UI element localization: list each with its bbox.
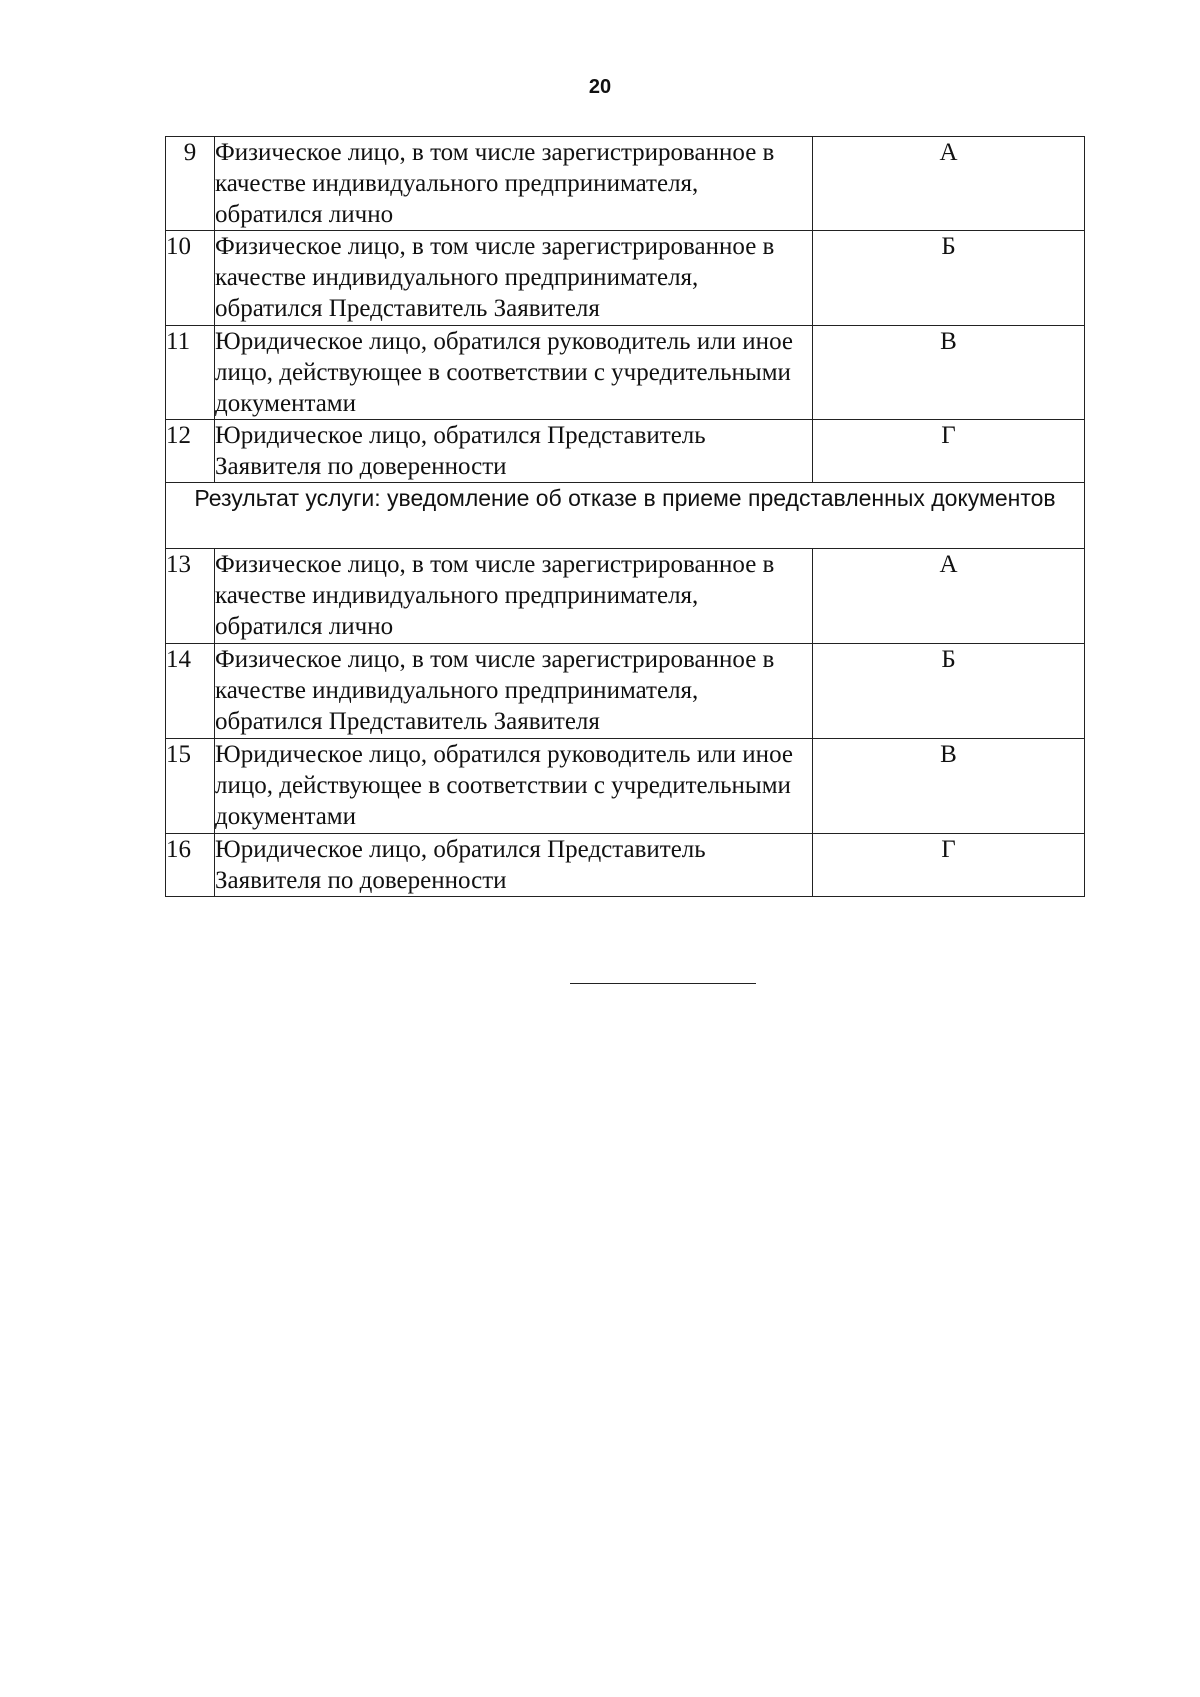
table-row [166, 231, 1085, 326]
page-number: 20 [588, 76, 612, 98]
row-number: 9 [166, 137, 215, 231]
applicant-description: Физическое лицо, в том числе зарегистрированное в качестве индивидуального предпринимателя, обратился лично [215, 549, 813, 644]
table-row [166, 137, 1085, 231]
applicant-description: Физическое лицо, в том числе зарегистрированное в качестве индивидуального предпринимателя, обратился Представитель Заявителя [215, 644, 813, 739]
row-number: 14 [166, 644, 215, 739]
category-code: Б [813, 644, 1085, 739]
section-row [166, 483, 1085, 549]
row-number: 12 [166, 420, 215, 483]
category-code: В [813, 739, 1085, 834]
category-code: Б [813, 231, 1085, 326]
applicant-description: Юридическое лицо, обратился руководитель или иное лицо, действующее в соответствии с учредительными документами [215, 739, 813, 834]
table-row [166, 420, 1085, 483]
table-row [166, 739, 1085, 834]
applicant-description: Физическое лицо, в том числе зарегистрированное в качестве индивидуального предпринимателя, обратился Представитель Заявителя [215, 231, 813, 326]
applicant-description: Физическое лицо, в том числе зарегистрированное в качестве индивидуального предпринимателя, обратился лично [215, 137, 813, 231]
row-number: 11 [166, 326, 215, 420]
applicant-description: Юридическое лицо, обратился Представитель Заявителя по доверенности [215, 420, 813, 483]
end-separator-line [570, 983, 756, 984]
applicant-description: Юридическое лицо, обратился руководитель или иное лицо, действующее в соответствии с учредительными документами [215, 326, 813, 420]
applicant-description: Юридическое лицо, обратился Представитель Заявителя по доверенности [215, 834, 813, 897]
row-number: 10 [166, 231, 215, 326]
applicant-category-table [165, 136, 1085, 897]
row-number: 16 [166, 834, 215, 897]
table-row [166, 644, 1085, 739]
row-number: 15 [166, 739, 215, 834]
category-code: А [813, 137, 1085, 231]
table-row [166, 549, 1085, 644]
category-code: Г [813, 420, 1085, 483]
row-number: 13 [166, 549, 215, 644]
category-code: А [813, 549, 1085, 644]
category-code: Г [813, 834, 1085, 897]
table-row [166, 834, 1085, 897]
table-row [166, 326, 1085, 420]
section-header: Результат услуги: уведомление об отказе в приеме представленных документов [166, 483, 1085, 549]
category-code: В [813, 326, 1085, 420]
